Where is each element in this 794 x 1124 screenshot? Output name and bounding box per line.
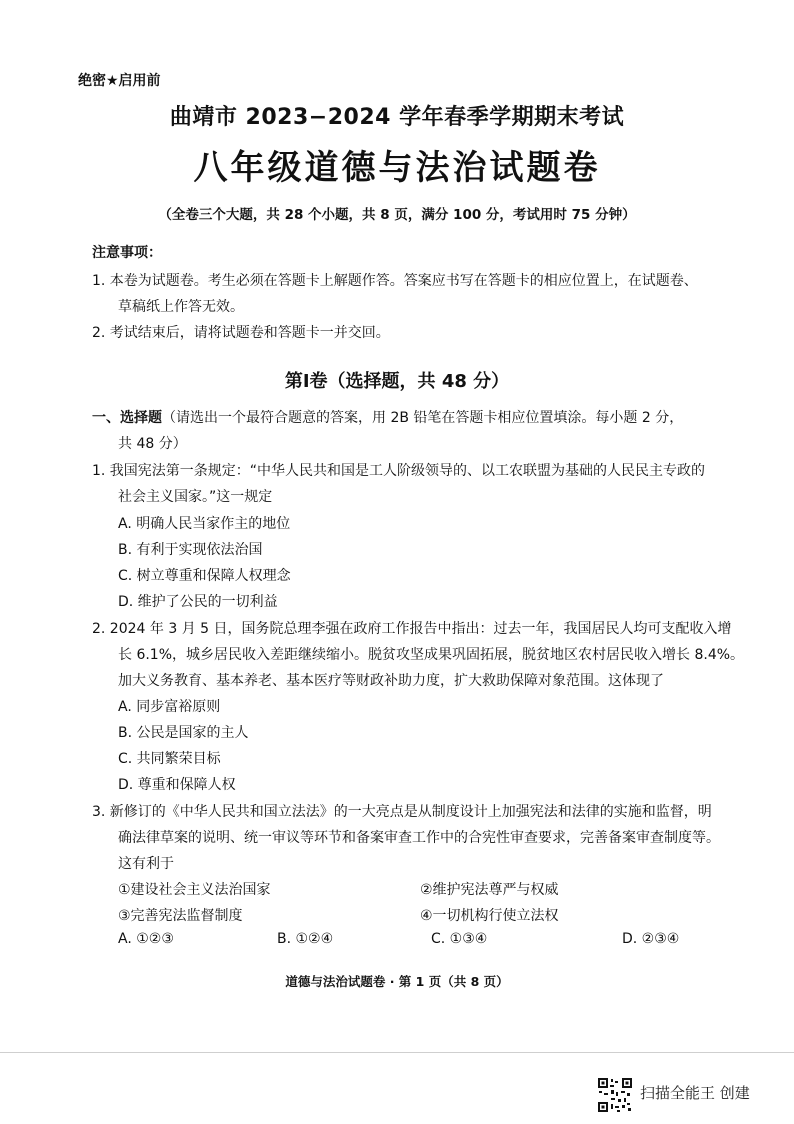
scan-divider	[0, 1052, 794, 1053]
question-stem: 这有利于	[118, 856, 174, 872]
question-stem: 社会主义国家。”这一规定	[118, 489, 273, 505]
option-c: C. 树立尊重和保障人权理念	[118, 568, 291, 584]
note-item: 草稿纸上作答无效。	[118, 299, 244, 315]
question-stem: 加大义务教育、基本养老、基本医疗等财政补助力度，扩大救助保障对象范围。这体现了	[118, 673, 664, 689]
option-a: A. 同步富裕原则	[118, 699, 221, 715]
part-label: 一、选择题	[92, 410, 162, 426]
qr-code-icon	[597, 1077, 633, 1113]
option-d: D. 尊重和保障人权	[118, 777, 236, 793]
option-a: A. ①②③	[118, 931, 174, 947]
question-stem: 确法律草案的说明、统一审议等环节和备案审查工作中的合宪性审查要求，完善备案审查制度等。	[118, 830, 720, 846]
page-footer: 道德与法治试题卷 · 第 1 页（共 8 页）	[285, 974, 509, 989]
part-instruction-cont: 共 48 分）	[118, 436, 187, 452]
option-d: D. 维护了公民的一切利益	[118, 594, 278, 610]
scanner-brand: 扫描全能王 创建	[640, 1084, 750, 1102]
statement-3: ③完善宪法监督制度	[118, 908, 243, 924]
part-heading	[92, 407, 683, 427]
note-item: 2. 考试结束后，请将试题卷和答题卡一并交回。	[92, 325, 390, 341]
note-item: 1. 本卷为试题卷。考生必须在答题卡上解题作答。答案应书写在答题卡的相应位置上，在试题卷、	[92, 273, 698, 289]
option-c: C. ①③④	[431, 931, 488, 947]
question-stem: 长 6.1%，城乡居民收入差距继续缩小。脱贫攻坚成果巩固拓展，脱贫地区农村居民收入增长 8.4%。	[118, 647, 745, 663]
part-instruction: （请选出一个最符合题意的答案，用 2B 铅笔在答题卡相应位置填涂。每小题 2 分，	[162, 410, 684, 426]
option-c: C. 共同繁荣目标	[118, 751, 221, 767]
section-title: 第Ⅰ卷（选择题，共 48 分）	[284, 371, 510, 392]
question-stem: 2. 2024 年 3 月 5 日，国务院总理李强在政府工作报告中指出：过去一年，我国居民人均可支配收入增	[92, 621, 732, 637]
statement-4: ④一切机构行使立法权	[420, 908, 559, 924]
statement-1: ①建设社会主义法治国家	[118, 882, 271, 898]
option-b: B. 公民是国家的主人	[118, 725, 249, 741]
secret-label: 绝密★启用前	[78, 73, 161, 89]
exam-title: 曲靖市 2023−2024 学年春季学期期末考试	[169, 105, 625, 130]
option-d: D. ②③④	[622, 931, 680, 947]
statement-2: ②维护宪法尊严与权威	[420, 882, 559, 898]
question-stem: 1. 我国宪法第一条规定：“中华人民共和国是工人阶级领导的、以工农联盟为基础的人民民主专政的	[92, 463, 706, 479]
question-stem: 3. 新修订的《中华人民共和国立法法》的一大亮点是从制度设计上加强宪法和法律的实施和监督，明	[92, 804, 712, 820]
option-a: A. 明确人民当家作主的地位	[118, 516, 291, 532]
option-b: B. 有利于实现依法治国	[118, 542, 263, 558]
paper-title: 八年级道德与法治试题卷	[193, 148, 601, 188]
option-b: B. ①②④	[277, 931, 334, 947]
notes-heading: 注意事项：	[92, 245, 162, 261]
paper-info: （全卷三个大题，共 28 个小题，共 8 页，满分 100 分，考试用时 75 分钟）	[158, 207, 636, 223]
